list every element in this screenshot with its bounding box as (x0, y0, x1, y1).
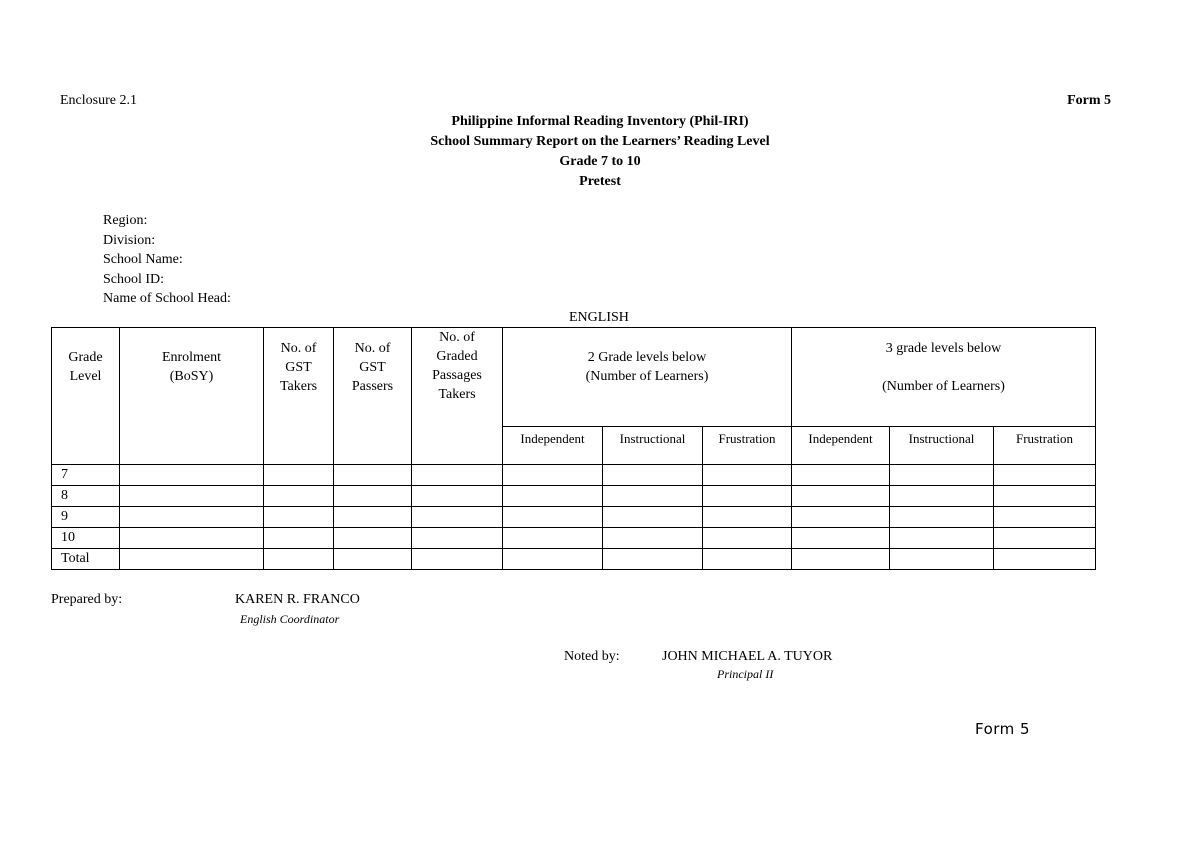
header-3-grade-levels-below: 3 grade levels below (Number of Learners) (792, 328, 1096, 427)
subheader-frustration-2: Frustration (703, 427, 792, 465)
table-cell[interactable] (120, 507, 264, 528)
header-gst-takers: No. of GST Takers (264, 328, 334, 465)
table-cell[interactable] (264, 486, 334, 507)
table-cell[interactable] (412, 549, 503, 570)
table-row (52, 486, 1096, 507)
grade-cell: 7 (52, 465, 120, 486)
table-cell[interactable] (412, 486, 503, 507)
table-row (52, 528, 1096, 549)
table-cell[interactable] (334, 507, 412, 528)
reading-level-table (51, 327, 1096, 570)
table-cell[interactable] (412, 528, 503, 549)
subheader-independent-2: Independent (503, 427, 603, 465)
title-line-1: Philippine Informal Reading Inventory (Phil-IRI) (451, 114, 749, 129)
table-cell[interactable] (120, 528, 264, 549)
prepared-by-label: Prepared by: (51, 592, 123, 607)
table-cell[interactable] (334, 549, 412, 570)
enclosure-label: Enclosure 2.1 (60, 93, 137, 108)
table-cell[interactable] (703, 528, 792, 549)
table-cell[interactable] (334, 486, 412, 507)
subheader-frustration-3: Frustration (994, 427, 1096, 465)
header-2-grade-levels-below: 2 Grade levels below (Number of Learners) (503, 328, 792, 427)
table-row (52, 465, 1096, 486)
table-cell[interactable] (994, 486, 1096, 507)
prepared-by-role: English Coordinator (240, 612, 340, 626)
table-cell[interactable] (890, 528, 994, 549)
table-cell[interactable] (503, 528, 603, 549)
table-cell[interactable] (120, 465, 264, 486)
subheader-instructional-2: Instructional (603, 427, 703, 465)
table-cell[interactable] (334, 528, 412, 549)
table-cell[interactable] (792, 528, 890, 549)
table-cell[interactable] (792, 549, 890, 570)
table-cell[interactable] (994, 549, 1096, 570)
table-cell[interactable] (603, 507, 703, 528)
table-cell[interactable] (334, 465, 412, 486)
total-cell: Total (52, 549, 120, 570)
header-gst-passers: No. of GST Passers (334, 328, 412, 465)
grade-cell: 9 (52, 507, 120, 528)
table-cell[interactable] (120, 549, 264, 570)
table-header-row (52, 328, 1096, 427)
table-cell[interactable] (503, 549, 603, 570)
table-cell[interactable] (890, 465, 994, 486)
school-id-label: School ID: (103, 271, 165, 287)
school-name-label: School Name: (103, 252, 183, 267)
school-info-block (103, 211, 231, 309)
report-titles (0, 112, 1200, 192)
grade-cell: 8 (52, 486, 120, 507)
header-enrolment: Enrolment (BoSY) (120, 328, 264, 465)
noted-by-label: Noted by: (564, 649, 620, 664)
table-cell[interactable] (603, 486, 703, 507)
division-label: Division: (103, 232, 156, 248)
table-cell[interactable] (994, 507, 1096, 528)
table-cell[interactable] (603, 528, 703, 549)
table-cell[interactable] (890, 549, 994, 570)
region-label: Region: (103, 213, 148, 228)
table-cell[interactable] (890, 486, 994, 507)
table-cell[interactable] (703, 486, 792, 507)
subheader-instructional-3: Instructional (890, 427, 994, 465)
table-cell[interactable] (792, 507, 890, 528)
table-cell[interactable] (264, 507, 334, 528)
table-cell[interactable] (503, 507, 603, 528)
table-cell[interactable] (503, 465, 603, 486)
table-cell[interactable] (994, 528, 1096, 549)
table-cell[interactable] (890, 507, 994, 528)
table-row (52, 507, 1096, 528)
form-number-bottom: Form 5 (975, 720, 1031, 738)
table-cell[interactable] (703, 549, 792, 570)
table-cell[interactable] (503, 486, 603, 507)
table-cell[interactable] (792, 486, 890, 507)
table-cell[interactable] (703, 507, 792, 528)
table-cell[interactable] (703, 465, 792, 486)
table-cell[interactable] (412, 507, 503, 528)
school-head-label: Name of School Head: (103, 291, 231, 306)
table-cell[interactable] (412, 465, 503, 486)
form-number-top: Form 5 (1067, 93, 1111, 108)
table-cell[interactable] (120, 486, 264, 507)
table-cell[interactable] (264, 528, 334, 549)
title-line-4: Pretest (579, 174, 621, 189)
table-row-total (52, 549, 1096, 570)
header-grade-level: Grade Level (52, 328, 120, 465)
subheader-independent-3: Independent (792, 427, 890, 465)
noted-by-name: JOHN MICHAEL A. TUYOR (662, 649, 833, 664)
table-cell[interactable] (994, 465, 1096, 486)
table-cell[interactable] (792, 465, 890, 486)
table-cell[interactable] (603, 549, 703, 570)
subject-label: ENGLISH (569, 310, 629, 325)
prepared-by-name: KAREN R. FRANCO (235, 592, 360, 607)
grade-cell: 10 (52, 528, 120, 549)
table-cell[interactable] (264, 465, 334, 486)
header-graded-passages: No. of Graded Passages Takers (412, 328, 503, 465)
title-line-2: School Summary Report on the Learners’ Reading Level (430, 134, 770, 149)
table-cell[interactable] (264, 549, 334, 570)
title-line-3: Grade 7 to 10 (559, 154, 641, 169)
table-cell[interactable] (603, 465, 703, 486)
noted-by-role: Principal II (717, 667, 774, 681)
